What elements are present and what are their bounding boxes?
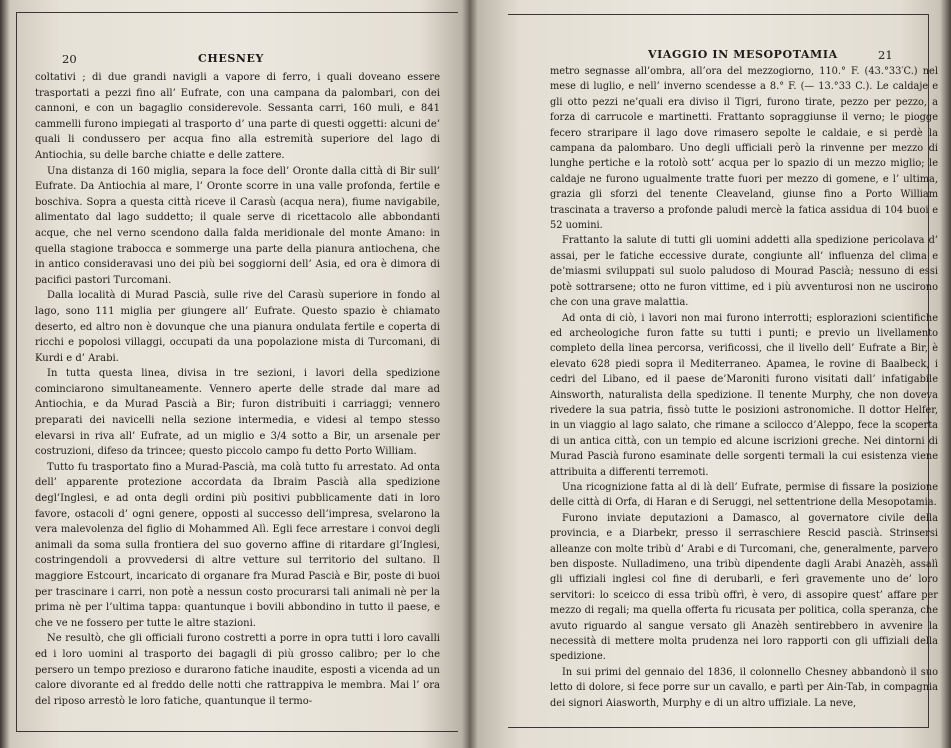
running-head: CHESNEY [198,52,264,65]
paragraph: Ad onta di ciò, i lavori non mai furono interrotti; esplorazioni scientifiche ed archeologiche furon fatte su tutti i punti; e previo un livellamento completo della linea percorsa, verificossi, che il livello dell’ Eufrate a Bir, è elevato 628 piedi sopra il Mediterraneo. Apamea, le rovine di Baalbeck, i cedri del Libano, ed il paese de’Maroniti furono visitati dall’ infatigabile Ainsworth, naturalista della spedizione. Il tenente Murphy, che non doveva rivedere la sua patria, fissò tutte le posizioni astronomiche. Il dottor Helfer, in un viaggio al lago salato, che rimane a scilocco d’Aleppo, fece la scoperta di un antica città, con un tempio ed alcune iscrizioni greche. Nei dintorni di Murad Pascià furono esaminate delle sorgenti termali la cui esistenza viene attribuita a differenti terremoti. [550,312,938,478]
right-page [478,0,944,748]
page-number: 20 [62,52,77,66]
paragraph: Tutto fu trasportato fino a Murad-Pascià, ma colà tutto fu arrestato. Ad onta dell’ apparente protezione accordata da Ibraim Pascià alla spedizione degl’Inglesi, e ad onta degli ordini più positivi pubblicamente dati in loro favore, ostacoli d’ ogni genere, opposti al successo dell’impresa, svelarono la vera malevolenza del figlio di Mohammed Alì. Egli fece arrestare i convoi degli animali da soma sulla frontiera del suo governo affine di ritardare gl’Inglesi, costringendoli a provvedersi di altre vetture sul territorio del sultano. Il maggiore Estcourt, incaricato di organare fra Murad Pascià e Bir, poste di buoi per trascinare i carri, non potè a nessun costo procurarsi tali animali nè per la prima nè per l’ultima tappa: quantunque i bovili abbondino in tutto il paese, e che ve ne fossero per tutte le altre stazioni. [35,461,440,629]
body-text [35,70,440,709]
body-text [550,64,938,711]
page-number: 21 [878,48,893,62]
running-head: VIAGGIO IN MESOPOTAMIA [648,48,838,61]
paragraph: Una distanza di 160 miglia, separa la foce dell’ Oronte dalla città di Bir sull’ Eufrate. Da Antiochia al mare, l’ Oronte scorre in una valle profonda, fertile e boschiva. Sopra a questa città riceve il Carasù (acqua nera), fiume navigabile, alimentato dal lago suddetto; il quale serve di ricettacolo alle abbondanti acque, che nel verno scendono dalla falda meridionale del monte Amano: in quella stagione trabocca e sommerge una parte della pianura antiochena, che in antico consideravasi uno dei più bei soggiorni dell’ Asia, ed ora è dimora di pacifici pastori Turcomani. [35,165,440,286]
paragraph: coltativi ; di due grandi navigli a vapore di ferro, i quali doveano essere trasportati a pezzi fino all’ Eufrate, con una campana da palombari, con dei cannoni, e con un bagaglio considerevole. Sessanta carri, 160 muli, e 841 cammelli furono impiegati al trasporto d’ una parte di questi oggetti: alcuni de’ quali li condussero per acqua fino alla estremità superiore del lago di Antiochia, su delle barche chiatte e delle zattere. [35,72,440,161]
paragraph: In sui primi del gennaio del 1836, il colonnello Chesney abbandonò il suo letto di dolore, si fece porre sur un cavallo, e partì per Ain-Tab, in compagnia dei signori Aiasworth, Murphy e di un altro uffiziale. La neve, [550,666,938,709]
paragraph: Frattanto la salute di tutti gli uomini addetti alla spedizione pericolava d’ assai, per le fatiche eccessive durate, congiunte all’ influenza del clima e de’miasmi sviluppati sul suolo paludoso di Mourad Pascià; nessuno di essi potè sottrarsene; otto ne furon vittime, ed i più avventurosi non ne uscirono che con una grave malattia. [550,235,938,309]
paragraph: Ne resultò, che gli officiali furono costretti a porre in opra tutti i loro cavalli ed i loro uomini al trasporto dei bagagli di più grosso calibro; per lo che persero un tempo prezioso e durarono fatiche inaudite, esposti a vicenda ad un calore divorante ed al freddo delle notti che rattrappiva le membra. Mai l’ ora del riposo arrestò le loro fatiche, quantunque il termo- [35,633,440,707]
paragraph: Una ricognizione fatta al di là dell’ Eufrate, permise di fissare la posizione delle città di Orfa, di Haran e di Seruggi, nel settentrione della Mesopotamia. [550,481,938,509]
paragraph: In tutta questa linea, divisa in tre sezioni, i lavori della spedizione cominciarono simultaneamente. Vennero aperte delle strade dal mare ad Antiochia, e da Murad Pascià a Bir; furon distribuiti i carriaggi; vennero preparati dei navicelli nella sezione intermedia, e videsi al tempo stesso elevarsi in riva all’ Eufrate, ad un miglio e 3/4 sotto a Bir, un arsenale per costruzioni, difeso da trincee; questo piccolo campo fu detto Porto William. [35,368,440,458]
paragraph: Furono inviate deputazioni a Damasco, al governatore civile della provincia, e a Diarbekr, presso il serraschiere Rescid pascià. Strinsersi alleanze con molte tribù d’ Arabi e di Turcomani, che, generalmente, parvero ben disposte. Nulladimeno, una tribù dipendente dagli Arabi Anazèh, assalì gli uffiziali inglesi col fine di derubarli, e ferì gravemente uno de’ loro servitori: lo sceicco di essa tribù offrì, è vero, di assopire quest’ affare per mezzo di regali; ma quella offerta fu ricusata per politica, colla speranza, che avuto riguardo al sangue versato gli Anazèh sentirebbero in avvenire la necessità di mettere molta prudenza nei loro rapporti con gli uffiziali della spedizione. [550,512,938,663]
left-page [10,0,466,748]
paragraph: Dalla località di Murad Pascià, sulle rive del Carasù superiore in fondo al lago, sono 111 miglia per giungere all’ Eufrate. Questo spazio è chiamato deserto, ed altro non è dovunque che una pianura ondulata fertile e coperta di ricchi e popolosi villaggi, occupati da una popolazione mista di Turcomani, di Kurdi e d’ Arabi. [35,290,440,364]
paragraph: metro segnasse all’ombra, all’ora del mezzogiorno, 110.° F. (43.°33′C.) nel mese di luglio, e nell’ inverno scendesse a 8.° F. (— 13.°33 C.). Le caldaje e gli otto pezzi ne’quali era diviso il Tigri, furono tirate, pezzo per pezzo, a forza di carrucole e martinetti. Frattanto sopraggiunse il verno; le piogge fecero straripare il lago dove rimasero sepolte le caldaie, e si perdè la campana da palombaro. Uno degli ufficiali però la rinvenne per mezzo di lunghe pertiche e la rotolò sott’ acqua per lo spazio di un mezzo miglio; le caldaje ne furono ugualmente tratte fuori per mezzo di gomene, e l’ ultima, grazia gli sforzi del tenente Cleaveland, giunse fino a Porto William trascinata a traverso a profonde paludi mercè la fatica assidua di 104 buoi e 52 uomini. [550,66,938,232]
